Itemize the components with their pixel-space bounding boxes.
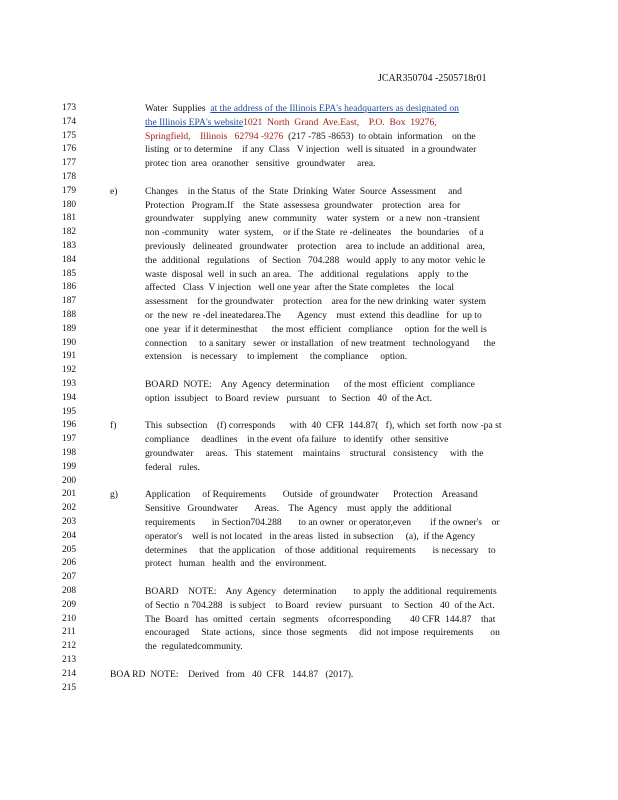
document-line xyxy=(0,419,618,432)
line-text xyxy=(145,447,483,460)
line-text xyxy=(110,668,353,681)
line-text xyxy=(145,350,407,363)
line-text xyxy=(145,157,375,170)
document-line xyxy=(0,323,618,336)
line-number: 178 xyxy=(62,172,77,182)
text-run: BOA RD NOTE: Derived from 40 CFR 144.87 (2017). xyxy=(110,668,354,680)
line-text xyxy=(145,557,326,570)
text-run: protect human health and the environment. xyxy=(145,558,327,570)
text-run: protec tion area oranother sensitive groundwater area. xyxy=(145,158,376,170)
document-line xyxy=(0,599,618,612)
text-run: affected Class V injection well one year after the State completes the local xyxy=(145,282,455,294)
line-text xyxy=(145,143,476,156)
line-number: 200 xyxy=(62,475,77,486)
document-line xyxy=(0,682,618,695)
text-run: connection to a sanitary sewer or installation of new treatment technologyand the xyxy=(145,337,496,349)
text-run: non -community water system, or if the State re -delineates the boundaries of a xyxy=(145,227,484,239)
text-run: encouraged State actions, since those segments did not impose requirements on xyxy=(145,627,500,639)
deleted-text: 1021 North Grand Ave.East, P.O. Box 19276, xyxy=(243,116,437,128)
text-run: This subsection (f) corresponds with 40 CFR 144.87( f), which set forth now -pa st xyxy=(145,420,502,432)
text-run: assessment for the groundwater protection area for the new drinking water system xyxy=(145,296,487,308)
document-line xyxy=(0,557,618,570)
document-line xyxy=(0,502,618,515)
document-line xyxy=(0,185,618,198)
text-run: one year if it determinesthat the most efficient compliance option for the well is xyxy=(145,323,487,335)
line-number: 203 xyxy=(62,517,77,527)
line-number: 212 xyxy=(62,641,77,652)
line-number: 208 xyxy=(62,586,77,596)
line-number: 183 xyxy=(62,241,77,251)
text-run: Sensitive Groundwater Areas. The Agency must apply the additional xyxy=(145,503,452,515)
document-line xyxy=(0,461,618,474)
line-text xyxy=(145,337,495,350)
line-text xyxy=(145,323,487,336)
document-line xyxy=(0,254,618,267)
line-number: 196 xyxy=(62,420,77,431)
text-run: Water Supplies xyxy=(145,103,211,114)
line-text xyxy=(145,102,459,115)
line-number: 190 xyxy=(62,337,77,348)
text-run: requirements in Section704.288 to an owner or operator,even if the owner's or xyxy=(145,517,500,528)
line-text xyxy=(145,185,462,198)
line-number: 213 xyxy=(62,655,77,665)
line-text xyxy=(145,240,485,253)
text-run: the additional regulations of Section 704.288 would apply to any motor vehic le xyxy=(145,254,486,266)
document-line xyxy=(0,516,618,529)
text-run: Protection Program.If the State assessesa groundwater protection area for xyxy=(145,199,461,211)
document-line xyxy=(0,406,618,419)
document-line xyxy=(0,199,618,212)
document-line xyxy=(0,475,618,488)
document-line xyxy=(0,378,618,391)
document-line xyxy=(0,613,618,626)
document-line xyxy=(0,143,618,156)
line-number: 205 xyxy=(62,544,77,555)
document-line xyxy=(0,171,618,184)
line-number: 202 xyxy=(62,503,77,514)
text-run: Application of Requirements Outside of groundwater Protection Areasand xyxy=(145,489,478,501)
document-line xyxy=(0,626,618,639)
line-text xyxy=(145,212,480,225)
line-number: 176 xyxy=(62,144,77,155)
text-run: the regulatedcommunity. xyxy=(145,641,243,653)
document-line xyxy=(0,571,618,584)
line-number: 211 xyxy=(62,627,76,638)
document-line xyxy=(0,337,618,350)
document-line xyxy=(0,654,618,667)
document-line xyxy=(0,668,618,681)
document-line xyxy=(0,350,618,363)
text-run: listing or to determine if any Class V injection well is situated in a groundwater xyxy=(145,144,477,156)
line-number: 187 xyxy=(62,296,77,307)
line-text xyxy=(145,254,485,267)
text-run: previously delineated groundwater protection area to include an additional area, xyxy=(145,241,485,252)
document-line xyxy=(0,447,618,460)
line-number: 188 xyxy=(62,310,77,320)
deleted-text: Springfield, Illinois 62794 -9276 xyxy=(145,130,284,142)
line-number: 198 xyxy=(62,448,77,458)
line-text xyxy=(145,613,495,626)
line-text xyxy=(145,199,460,212)
line-text xyxy=(145,502,452,515)
inserted-text: the Illinois EPA's website xyxy=(145,116,244,128)
document-line xyxy=(0,364,618,377)
line-number: 207 xyxy=(62,572,77,583)
text-run: The Board has omitted certain segments ofcorresponding 40 CFR 144.87 that xyxy=(145,613,496,625)
line-text xyxy=(145,281,454,294)
document-line xyxy=(0,544,618,557)
document-header: JCAR350704 -2505718r01 xyxy=(378,73,487,84)
text-run: determines that the application of those additional requirements is necessary to xyxy=(145,544,496,556)
document-line xyxy=(0,309,618,322)
document-line xyxy=(0,295,618,308)
line-number: 182 xyxy=(62,227,77,238)
line-text xyxy=(145,599,495,612)
line-number: 210 xyxy=(62,613,77,624)
text-run: BOARD NOTE: Any Agency determination to apply the additional requirements xyxy=(145,586,497,597)
line-text xyxy=(145,392,432,405)
document-line xyxy=(0,530,618,543)
line-number: 173 xyxy=(62,103,77,113)
line-number: 209 xyxy=(62,599,77,610)
document-line xyxy=(0,157,618,170)
line-number: 186 xyxy=(62,282,77,293)
line-text xyxy=(145,516,500,529)
document-line xyxy=(0,212,618,225)
document-line xyxy=(0,640,618,653)
line-number: 181 xyxy=(62,213,77,224)
line-number: 195 xyxy=(62,406,77,417)
line-text xyxy=(145,130,476,143)
text-run: option issubject to Board review pursuant to Section 40 of the Act. xyxy=(145,392,432,404)
text-run: extension is necessary to implement the compliance option. xyxy=(145,351,408,363)
line-text xyxy=(145,626,500,639)
line-number: 206 xyxy=(62,558,77,569)
line-text xyxy=(145,378,475,391)
document-line xyxy=(0,226,618,239)
inserted-text: at the address of the Illinois EPA's headquarters as designated on xyxy=(210,103,459,114)
line-number: 189 xyxy=(62,323,77,334)
line-number: 185 xyxy=(62,268,77,279)
text-run: waste disposal well in such an area. The additional regulations apply to the xyxy=(145,268,469,280)
line-number: 179 xyxy=(62,185,77,196)
line-number: 175 xyxy=(62,130,77,141)
line-number: 214 xyxy=(62,668,77,679)
line-number: 204 xyxy=(62,530,77,541)
line-number: 215 xyxy=(62,682,77,693)
line-text xyxy=(145,585,497,598)
document-line xyxy=(0,488,618,501)
document-line xyxy=(0,102,618,115)
line-text xyxy=(145,640,243,653)
line-number: 197 xyxy=(62,434,77,445)
line-text xyxy=(145,530,475,543)
line-number: 193 xyxy=(62,379,77,389)
text-run: groundwater supplying anew community water system or a new non -transient xyxy=(145,213,480,225)
line-text xyxy=(145,226,484,239)
line-text xyxy=(145,116,437,129)
document-line xyxy=(0,116,618,129)
text-run: BOARD NOTE: Any Agency determination of the most efficient compliance xyxy=(145,379,475,390)
line-text xyxy=(145,268,468,281)
line-number: 177 xyxy=(62,158,77,169)
line-number: 201 xyxy=(62,489,77,500)
document-line xyxy=(0,585,618,598)
line-number: 199 xyxy=(62,461,77,472)
text-run: federal rules. xyxy=(145,461,200,473)
line-text xyxy=(145,419,502,432)
line-number: 180 xyxy=(62,199,77,210)
text-run: operator's well is not located in the areas listed in subsection (a), if the Agency xyxy=(145,530,476,542)
text-run: compliance deadlines in the event ofa failure to identify other sensitive xyxy=(145,434,449,446)
line-number: 191 xyxy=(62,351,77,362)
line-text xyxy=(145,544,496,557)
line-number: 174 xyxy=(62,116,77,127)
text-run: (217 -785 -8653) to obtain information on the xyxy=(283,130,476,142)
text-run: Changes in the Status of the State Drinking Water Source Assessment and xyxy=(145,185,462,197)
document-line xyxy=(0,130,618,143)
document-line xyxy=(0,433,618,446)
line-number: 184 xyxy=(62,254,77,265)
line-text xyxy=(145,309,482,322)
document-line xyxy=(0,281,618,294)
subsection-marker: g) xyxy=(110,489,118,501)
document-line xyxy=(0,240,618,253)
text-run: groundwater areas. This statement maintains structural consistency with the xyxy=(145,448,484,459)
line-number: 192 xyxy=(62,365,77,376)
subsection-marker: f) xyxy=(110,420,117,432)
line-text xyxy=(145,488,478,501)
line-number: 194 xyxy=(62,392,77,403)
line-text xyxy=(145,295,486,308)
line-text xyxy=(145,433,448,446)
text-run: or the new re -del ineatedarea.The Agency must extend this deadline for up to xyxy=(145,310,482,321)
subsection-marker: e) xyxy=(110,185,118,197)
document-line xyxy=(0,392,618,405)
line-text xyxy=(145,461,200,474)
text-run: of Sectio n 704.288 is subject to Board review pursuant to Section 40 of the Act. xyxy=(145,599,495,611)
document-line xyxy=(0,268,618,281)
